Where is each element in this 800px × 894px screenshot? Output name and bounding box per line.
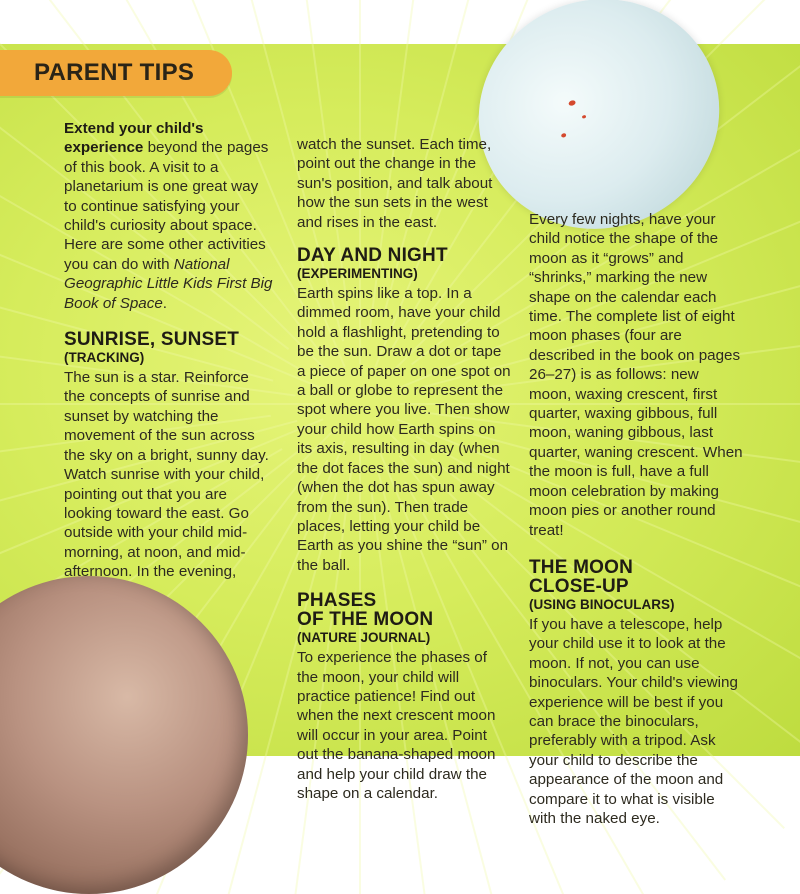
intro-lead: Extend your child's experience <box>64 120 204 157</box>
column-1 <box>64 119 274 582</box>
phases-text: To experience the phases of the moon, your child will practice patience! Find out when the next crescent moon will occur in your area. Point out the banana-shaped moon and help your child draw the shape on a calendar. <box>297 649 496 802</box>
day-night-subheading: (EXPERIMENTING) <box>297 266 418 282</box>
intro-end: . <box>162 294 168 312</box>
phases-heading-line2: OF THE MOON <box>297 609 434 631</box>
day-night-text: Earth spins like a top. In a dimmed room, have your child hold a flashlight, pretending to be the sun. Draw a dot or tape a piece of paper on one spot on a ball or globe to represent the spot where you live. Then show your child how Earth spins on its axis, resulting in day (when the dot faces the sun) and night (when the dot has spun away from the sun). Then trade places, letting your child be Earth as you shine the “sun” on the ball. <box>297 285 511 574</box>
egg-speck <box>561 133 567 138</box>
closeup-heading-line1: THE MOON <box>529 556 633 578</box>
closeup-text: If you have a telescope, help your child use it to look at the moon. If not, you can use binoculars. Your child's viewing experience will be best if you can brace the binoculars, preferably with a tripod. Ask your child to describe the appearance of the moon and compare it to what is visible with the naked eye. <box>529 615 738 827</box>
phases-subheading: (NATURE JOURNAL) <box>297 630 431 646</box>
column-3 <box>529 210 743 828</box>
closeup-heading-line2: CLOSE-UP <box>529 575 629 597</box>
book-title: National Geographic Little Kids First Big Book of Space <box>64 255 273 312</box>
phases-continued: Every few nights, have your child notice the shape of the moon as it “grows” and “shrinks,” marking the new shape on the calendar each time. The complete list of eight moon phases (four are described in the book on pages 26–27) is as follows: new moon, waxing crescent, first quarter, waxing gibbous, full moon, waning gibbous, last quarter, waning crescent. When the moon is full, have a full moon celebration by making moon pies or another round treat! <box>529 211 743 539</box>
page-spread <box>0 44 800 827</box>
sunrise-continued: watch the sunset. Each time, point out the change in the sun's position, and talk about how the sun sets in the west and rises in the east. <box>297 136 493 231</box>
egg-speck <box>582 115 587 119</box>
column-2 <box>297 135 511 803</box>
intro-text: beyond the pages of this book. A visit to a planetarium is one great way to continue satisfying your child's curiosity about space. Here are some other activities you can do with <box>64 139 269 273</box>
sunrise-subheading: (TRACKING) <box>64 350 145 366</box>
closeup-subheading: (USING BINOCULARS) <box>529 596 675 612</box>
page-title: PARENT TIPS <box>34 59 195 86</box>
sunrise-text: The sun is a star. Reinforce the concepts of sunrise and sunset by watching the movement of the sun across the sky on a bright, sunny day. Watch sunrise with your child, pointing out that you are looking toward the east. Go outside with your child mid-morning, at noon, and mid-afternoon. In the evening, <box>64 369 269 581</box>
day-night-heading: DAY AND NIGHT <box>297 245 448 267</box>
phases-heading-line1: PHASES <box>297 590 377 612</box>
intro-paragraph <box>64 119 274 313</box>
sunrise-heading: SUNRISE, SUNSET <box>64 329 240 351</box>
egg-speck <box>568 99 576 106</box>
parent-tips-banner <box>0 50 232 96</box>
